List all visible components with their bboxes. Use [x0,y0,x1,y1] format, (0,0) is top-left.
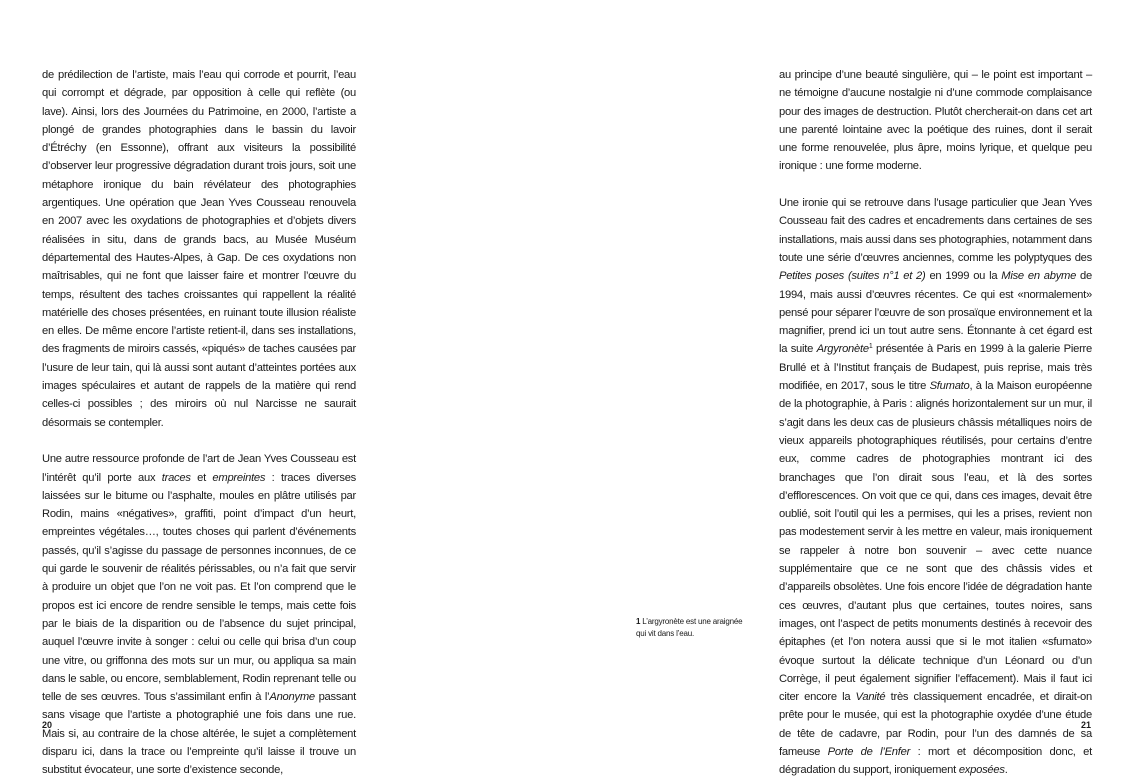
footnote-ref: 1 [868,343,873,351]
italic-text: Sfumato [929,380,970,393]
footnote-text: L’argyronète est une araignée qui vit dans l’eau. [636,617,743,638]
text-run: . [1004,764,1008,777]
footnote-number: 1 [636,617,641,626]
paragraph [42,450,356,779]
italic-text: Argyronète [816,343,869,356]
italic-text: exposées [958,764,1005,777]
paragraph [779,194,1092,780]
paragraph [779,66,1092,176]
text-run: : traces diverses laissées sur le bitume ou l’asphalte, moules en plâtre utilisés par Rodin, mains «négatives», graffiti, point d’impact d’un heurt, empreintes végétales…, toutes choses qui parlent d’événements passés, qu’il s’agisse du passage de personnes inconnues, de ce qui garde le souvenir de réalités périssables, ou n’a fait que servir à produire un objet que l’on ne voit pas. Et l’on comprend que le propos est ici encore de rendre sensible le temps, mais cette fois par le biais de la disparition ou de l’absence du sujet principal, auquel l’œuvre invite à songer : celui ou celle qui brisa d’un coup une vitre, ou griffonna des mots sur un mur, ou appliqua sa main dans le sable, ou encore, semblablement, Rodin reprenant telle ou telle de ses œuvres. Tous s’assimilant enfin à l’ [42,471,357,704]
italic-text: Mise en abyme [1001,270,1077,283]
italic-text: empreintes [212,471,266,484]
page-number-left: 20 [42,720,53,730]
text-run: Une ironie qui se retrouve dans l’usage particulier que Jean Yves Cousseau fait des cadres et encadrements dans certaines de ses installations, mais aussi dans ses photographies, notamment dans toute une série d’œuvres anciennes, comme les polyptyques des [779,197,1092,264]
page-number-right: 21 [1081,720,1092,730]
text-run: et [190,471,213,484]
italic-text: Porte de l’Enfer [827,745,911,758]
paragraph [42,66,356,432]
right-page-text [779,66,1092,780]
text-run: Une autre ressource profonde de l’art de Jean Yves Cousseau est l’intérêt qu’il porte aux [42,453,356,484]
text-run: en 1999 ou la [925,270,1002,283]
italic-text: Anonyme [269,691,315,704]
text-run: : mort et décomposition donc, et dégradation du support, ironiquement [779,745,1092,777]
text-run: passant sans visage que l’artiste a photographié une fois dans une rue. Mais si, au contraire de la chose altérée, le sujet a complètement disparu ici, dans la trace ou l’empreinte qu’il laisse il trouve un substitut évocateur, une sorte d’existence seconde, [42,691,356,777]
italic-text: Petites poses (suites n°1 et 2) [779,270,926,283]
text-run: au principe d’une beauté singulière, qui – le point est important – ne témoigne d’aucune nostalgie ni d’une commode complaisance pour des images de destruction. Plutôt chercherait-on dans cet art une parenté lointaine avec la poétique des ruines, dont il serait une forme renouvelée, plus âpre, moins lyrique, et quelque peu ironique : une forme moderne. [779,69,1092,173]
text-run: , à la Maison européenne de la photographie, à Paris : alignés horizontalement sur un mur, il s’agit dans les deux cas de plusieurs châssis métalliques noirs de vieux appareils photographiques réutilisés, pour certains d’entre eux, comme cadres de photographies montrant ici des branchages que l’on dirait sous l’eau, et là des sortes d’efflorescences. On voit que ce qui, dans ces images, devait être oublié, soit l’outil qui les a permises, qui les a prises, revient non pas modestement servir à les mettre en valeur, mais ironiquement se rappeler à notre bon souvenir – avec cette nuance supplémentaire que ce ne sont que des châssis vides et d’appareils obsolètes. Une fois encore l’idée de dégradation hante ces œuvres, d’autant plus que certaines, toutes noires, sans images, ont l’aspect de petits monuments destinés à recevoir des épitaphes (et l’on notera aussi que si le mot italien «sfumato» évoque surtout la délicate technique d’un Léonard ou d’un Corrège, il peut également signifier l’effacement). Mais il faut ici citer encore la [779,380,1092,704]
italic-text: traces [161,471,191,484]
footnote [636,616,751,639]
italic-text: Vanité [855,691,886,704]
text-run: présentée à Paris en 1999 à la galerie Pierre Brullé et à l’Institut français de Budapest, puis reprise, mais très modifiée, en 2017, sous le titre [779,343,1092,393]
text-run: de 1994, mais aussi d’œuvres récentes. Ce qui est «normalement» pensé pour séparer l’œuvre de son prosaïque environnement et la magnifier, prend ici un tout autre sens. Étonnante à cet égard est la suite [779,270,1092,356]
left-page-text [42,66,356,780]
text-run: très classiquement encadrée, et dirait-on prête pour le musée, qui est la photographie oxydée d’une étude de tête de cadavre, par Rodin, pour l’un des damnés de sa fameuse [779,691,1093,758]
text-run: de prédilection de l’artiste, mais l’eau qui corrode et pourrit, l’eau qui corrompt et dégrade, par opposition à celle qui reflète (ou lave). Ainsi, lors des Journées du Patrimoine, en 2000, l’artiste a plongé de grandes photographies dans le bassin du lavoir d’Étréchy (en Essonne), offrant aux visiteurs la possibilité d’observer leur progressive dégradation durant trois jours, soit une métaphore ironique du bain révélateur des photographies argentiques. Une opération que Jean Yves Cousseau renouvela en 2007 avec les oxydations de photographies et d’objets divers réalisées in situ, dans de grands bacs, au Musée Muséum départemental des Hautes-Alpes, à Gap. De ces oxydations non maîtrisables, qui ne font que laisser faire et montrer l’œuvre du temps, résultent des taches croissantes qui rappellent la réalité matérielle des choses présentées, en ruinant toute illusion réaliste en elles. De même encore l’artiste retient-il, dans ses installations, des fragments de miroirs cassés, «piqués» de taches causées par l’usure de leur tain, qui là aussi sont autant d’atteintes portées aux images spéculaires et autant de rappels de la matière qui rend celles-ci possibles ; des miroirs où nul Narcisse ne saurait désormais se contempler. [42,69,356,429]
